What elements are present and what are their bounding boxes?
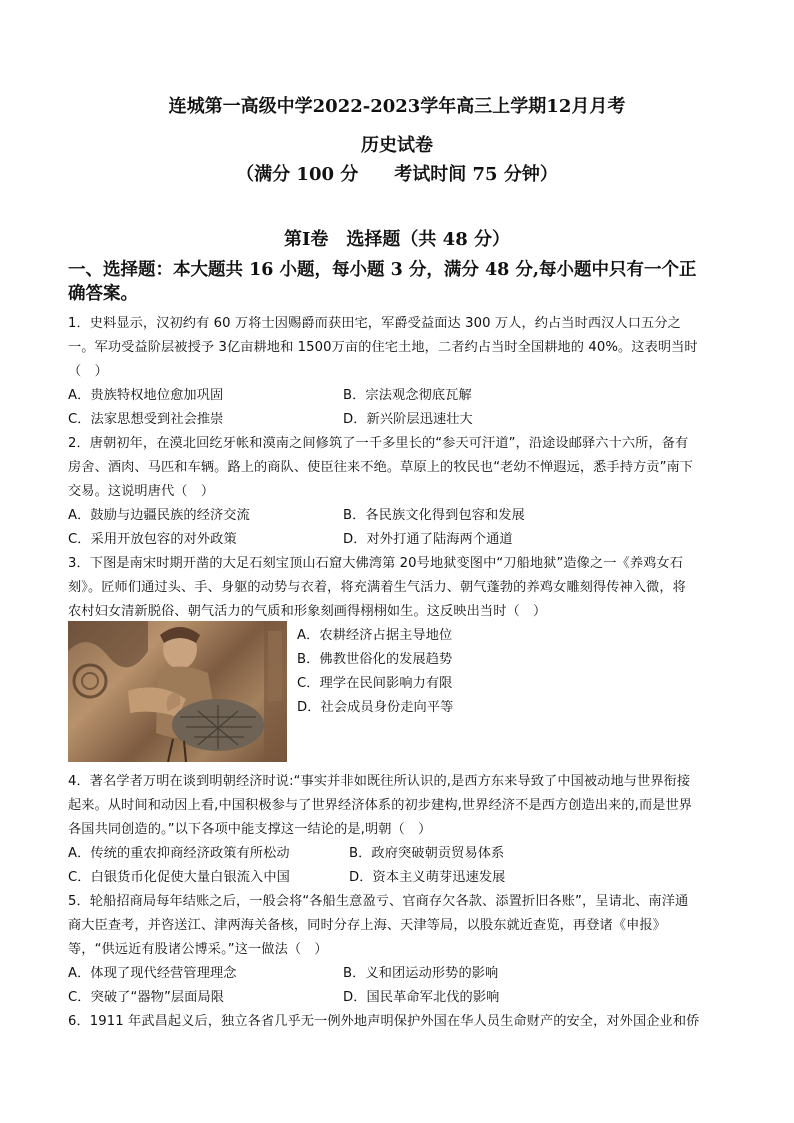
exam-info: （满分 100 分 考试时间 75 分钟） bbox=[236, 164, 558, 185]
question-2-line-2: 房舍、酒肉、马匹和车辆。路上的商队、使臣往来不绝。草原上的牧民也“老幼不惮遐远，悉手持方贡”南下 bbox=[68, 460, 694, 475]
question-2-option-c[interactable]: C．采用开放包容的对外政策 bbox=[68, 532, 237, 547]
section-instruction-cont: 确答案。 bbox=[68, 284, 138, 304]
question-5-option-b[interactable]: B．义和团运动形势的影响 bbox=[343, 966, 499, 981]
question-1-line-3: （ ） bbox=[68, 364, 108, 379]
question-2-line-1: 2．唐朝初年，在漠北回纥牙帐和漠南之间修筑了一千多里长的“参天可汗道”，沿途设邮驿六十六所，备有 bbox=[68, 436, 689, 451]
question-1-option-a[interactable]: A．贵族特权地位愈加巩固 bbox=[68, 388, 224, 403]
stone-carving-image bbox=[68, 621, 287, 762]
question-2-option-a[interactable]: A．鼓励与边疆民族的经济交流 bbox=[68, 508, 250, 523]
question-5-option-c[interactable]: C．突破了“器物”层面局限 bbox=[68, 990, 225, 1005]
exam-title: 连城第一高级中学2022-2023学年高三上学期12月月考 bbox=[168, 96, 626, 117]
question-3-line-1: 3．下图是南宋时期开凿的大足石刻宝顶山石窟大佛湾第 20号地狱变图中“刀船地狱”造像之一《养鸡女石 bbox=[68, 556, 683, 571]
part-title: 第Ⅰ卷 选择题（共 48 分） bbox=[283, 229, 510, 250]
question-3-option-c[interactable]: C．理学在民间影响力有限 bbox=[297, 676, 453, 691]
section-instruction: 一、选择题：本大题共 16 小题，每小题 3 分，满分 48 分,每小题中只有一个正 bbox=[68, 260, 697, 280]
question-3-option-b[interactable]: B．佛教世俗化的发展趋势 bbox=[297, 652, 453, 667]
question-4-line-2: 起来。从时间和动因上看,中国积极参与了世界经济体系的初步建构,世界经济不是西方创造出来的,而是世界 bbox=[68, 798, 693, 813]
question-4-option-a[interactable]: A．传统的重农抑商经济政策有所松动 bbox=[68, 846, 290, 861]
question-1-option-b[interactable]: B．宗法观念彻底瓦解 bbox=[343, 388, 472, 403]
question-1-line-1: 1．史料显示，汉初约有 60 万将士因赐爵而获田宅，军爵受益面达 300 万人，约占当时西汉人口五分之 bbox=[68, 316, 681, 331]
question-4-line-3: 各国共同创造的。”以下各项中能支撑这一结论的是,明朝（ ） bbox=[68, 822, 432, 837]
question-3-option-d[interactable]: D．社会成员身份走向平等 bbox=[297, 700, 454, 715]
question-2-option-b[interactable]: B．各民族文化得到包容和发展 bbox=[343, 508, 525, 523]
question-3-line-2: 刻》。匠师们通过头、手、身躯的动势与衣着，将充满着生气活力、朝气蓬勃的养鸡女雕刻得传神入微，将 bbox=[68, 580, 686, 595]
question-5-line-1: 5．轮船招商局每年结账之后，一般会将“各船生意盈亏、官商存欠各款、添置折旧各账”，呈请北、南洋通 bbox=[68, 894, 689, 909]
stone-carving-illustration bbox=[68, 621, 287, 762]
question-5-option-d[interactable]: D．国民革命军北伐的影响 bbox=[343, 990, 500, 1005]
subject-title: 历史试卷 bbox=[361, 135, 433, 156]
question-3-option-a[interactable]: A．农耕经济占据主导地位 bbox=[297, 628, 453, 643]
question-1-line-2: 一。军功受益阶层被授予 3亿亩耕地和 1500万亩的住宅土地，二者约占当时全国耕地的 40%。这表明当时 bbox=[68, 340, 698, 355]
question-4-option-c[interactable]: C．白银货币化促使大量白银流入中国 bbox=[68, 870, 290, 885]
question-5-option-a[interactable]: A．体现了现代经营管理理念 bbox=[68, 966, 237, 981]
question-2-option-d[interactable]: D．对外打通了陆海两个通道 bbox=[343, 532, 513, 547]
question-3-line-3: 农村妇女清新脱俗、朝气活力的气质和形象刻画得栩栩如生。这反映出当时（ ） bbox=[68, 604, 547, 619]
question-4-option-d[interactable]: D．资本主义萌芽迅速发展 bbox=[349, 870, 506, 885]
question-2-line-3: 交易。这说明唐代（ ） bbox=[68, 484, 215, 499]
question-5-line-3: 等，“供远近有股诸公博采。”这一做法（ ） bbox=[68, 942, 328, 957]
question-1-option-d[interactable]: D．新兴阶层迅速壮大 bbox=[343, 412, 473, 427]
question-4-line-1: 4．著名学者万明在谈到明朝经济时说:“事实并非如既往所认识的,是西方东来导致了中国被动地与世界衔接 bbox=[68, 774, 691, 789]
question-1-option-c[interactable]: C．法家思想受到社会推崇 bbox=[68, 412, 224, 427]
question-4-option-b[interactable]: B．政府突破朝贡贸易体系 bbox=[349, 846, 505, 861]
question-6-line-1: 6．1911 年武昌起义后，独立各省几乎无一例外地声明保护外国在华人员生命财产的安全，对外国企业和侨 bbox=[68, 1014, 700, 1029]
question-5-line-2: 商大臣查考，并咨送江、津两海关备核，同时分存上海、天津等局，以股东就近查览，再登诸《申报》 bbox=[68, 918, 666, 933]
